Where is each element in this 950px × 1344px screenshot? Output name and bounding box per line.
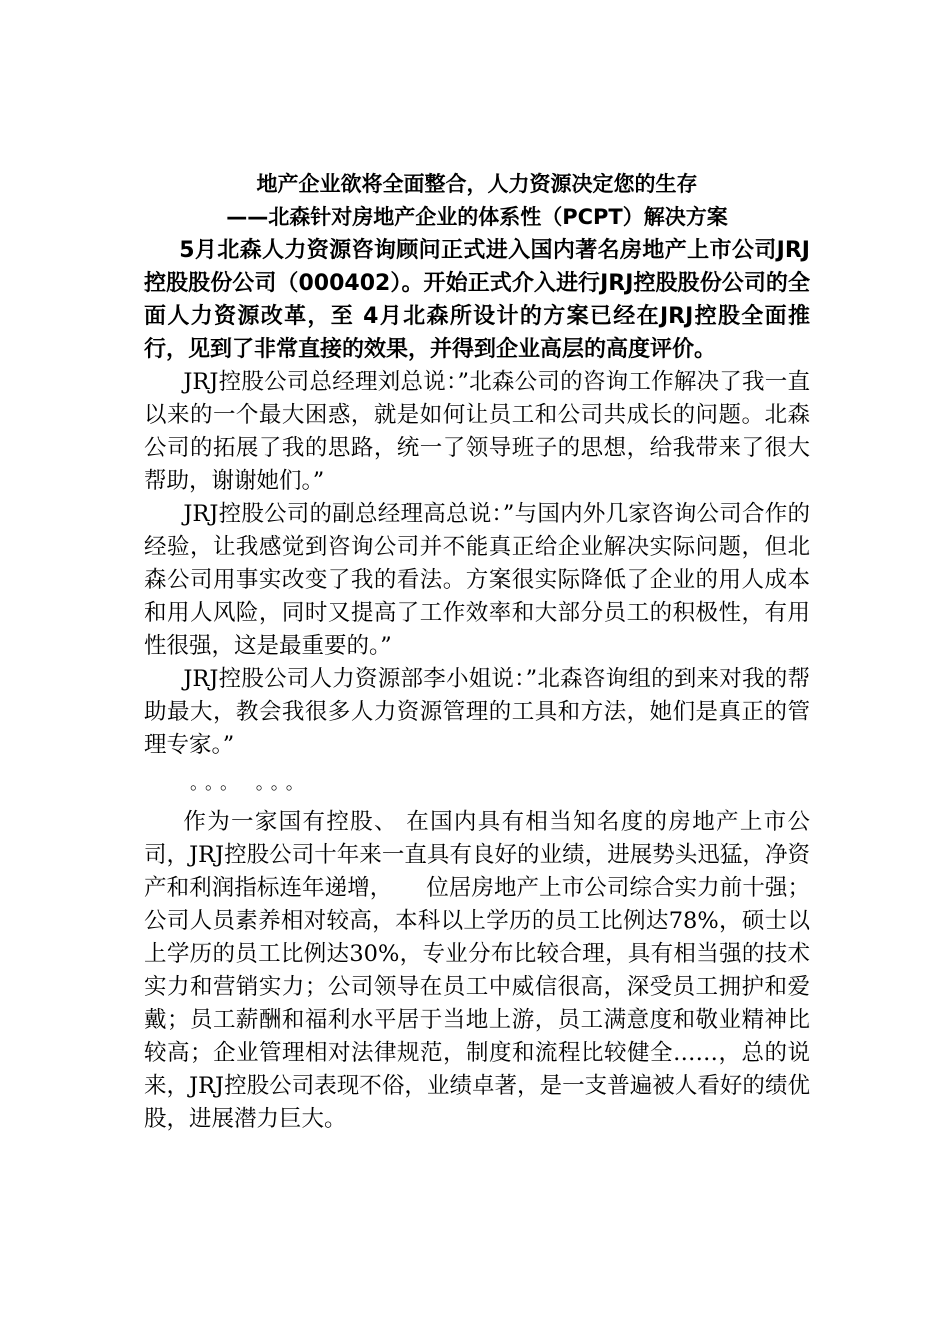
company-description-paragraph: 作为一家国有控股、 在国内具有相当知名度的房地产上市公司，JRJ控股公司十年来一直具有良好的业绩，进展势头迅猛，净资产和利润指标连年递增， 位居房地产上市公司综合实力前十强；公司人员素养相对较高，本科以上学历的员工比例达78%，硕士以上学历的员工比例达30%，专业分布比较合理，具有相当强的技术实力和营销实力；公司领导在员工中威信很高，深受员工拥护和爱戴；员工薪酬和福利水平居于当地上游，员工满意度和敬业精神比较高；企业管理相对法律规范，制度和流程比较健全……，总的说来，JRJ控股公司表现不俗，业绩卓著，是一支普遍被人看好的绩优股，进展潜力巨大。: [144, 809, 810, 1132]
document-title: 地产企业欲将全面整合，人力资源决定您的生存: [256, 172, 698, 196]
quote-hr-department: JRJ控股公司人力资源部李小姐说：”北森咨询组的到来对我的帮助最大，教会我很多人力资源管理的工具和方法，她们是真正的管理专家。”: [144, 666, 810, 758]
document-content: [144, 168, 810, 1136]
quote-deputy-general-manager: JRJ控股公司的副总经理高总说：”与国内外几家咨询公司合作的经验，让我感觉到咨询公司并不能真正给企业解决实际问题，但北森公司用事实改变了我的看法。方案很实际降低了企业的用人成本和用人风险，同时又提高了工作效率和大部分员工的积极性，有用性很强，这是最重要的。”: [144, 501, 810, 659]
quote-general-manager: JRJ控股公司总经理刘总说：”北森公司的咨询工作解决了我一直以来的一个最大困惑，就是如何让员工和公司共成长的问题。北森公司的拓展了我的思路，统一了领导班子的思想，给我带来了很大帮助，谢谢她们。”: [144, 369, 810, 494]
ellipsis-separator: 。。。 。。。: [190, 773, 310, 794]
document-subtitle: ——北森针对房地产企业的体系性（PCPT）解决方案: [226, 205, 728, 229]
lead-paragraph: 5月北森人力资源咨询顾问正式进入国内著名房地产上市公司JRJ控股股份公司（000402）。开始正式介入进行JRJ控股股份公司的全面人力资源改革，至 4月北森所设计的方案已经在JRJ控股全面推行，见到了非常直接的效果，并得到企业高层的高度评价。: [144, 238, 810, 362]
